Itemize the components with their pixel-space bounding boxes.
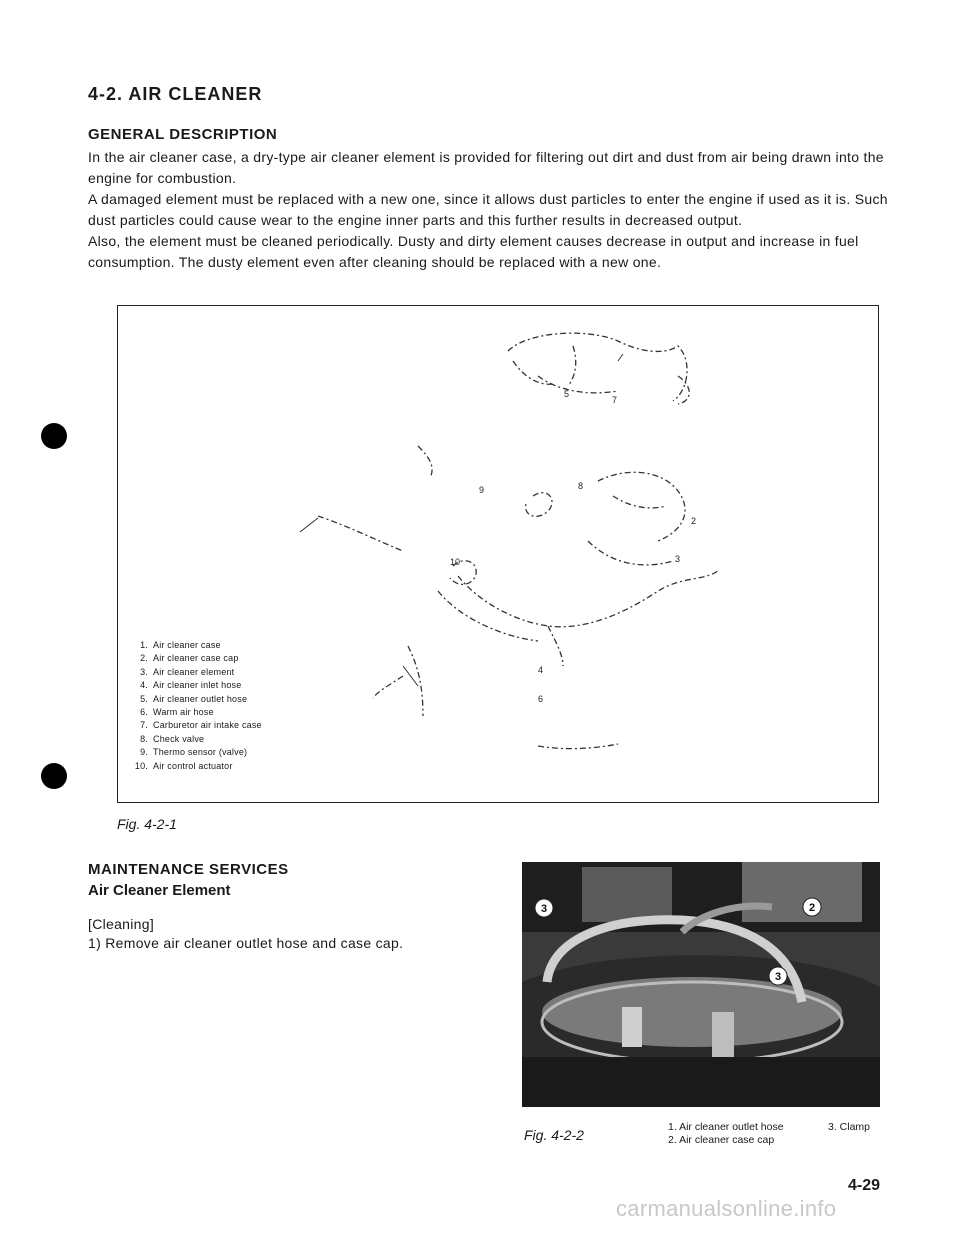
- figure-4-2-1-legend: [128, 639, 262, 773]
- photo-marker-3-right: 3: [774, 971, 782, 983]
- callout-9: 9: [479, 485, 485, 495]
- figure-4-2-2-caption: Fig. 4-2-2: [524, 1127, 584, 1143]
- air-cleaner-element-subheading: Air Cleaner Element: [88, 882, 231, 899]
- binder-hole-top: [41, 423, 67, 449]
- legend-item: 5. Air cleaner outlet hose: [140, 693, 248, 704]
- legend-item: 8. Check valve: [140, 733, 205, 744]
- legend-item: 6. Warm air hose: [140, 707, 214, 718]
- callout-3: 3: [675, 554, 681, 564]
- cleaning-label: [Cleaning]: [88, 916, 155, 932]
- section-title: 4-2. AIR CLEANER: [88, 84, 263, 104]
- step-1-text: 1) Remove air cleaner outlet hose and case cap.: [88, 935, 404, 951]
- callout-2: 2: [691, 516, 697, 526]
- general-description-body: [88, 147, 888, 273]
- legend-item: 1. Air cleaner case: [140, 640, 221, 650]
- figure-4-2-1-caption: Fig. 4-2-1: [117, 816, 177, 832]
- watermark: carmanualsonline.info: [616, 1196, 837, 1221]
- legend-item: 9. Thermo sensor (valve): [140, 747, 248, 758]
- callout-6: 6: [538, 694, 544, 704]
- legend-item: 4. Air cleaner inlet hose: [140, 680, 242, 691]
- general-description-heading: GENERAL DESCRIPTION: [88, 126, 278, 143]
- callout-4: 4: [538, 665, 544, 675]
- paragraph-3: Also, the element must be cleaned periodically. Dusty and dirty element causes decrease in output and increase in fuel consumption. The dusty element even after cleaning should be replaced with a new one.: [88, 233, 859, 270]
- photo-legend-item: 2. Air cleaner case cap: [668, 1134, 775, 1146]
- legend-item: 10. Air control actuator: [134, 760, 233, 771]
- photo-legend-item: 3. Clamp: [828, 1121, 871, 1133]
- paragraph-2: A damaged element must be replaced with a new one, since it allows dust particles to enter the engine if used as it is. Such dust particles could cause wear to the engine inner parts and this further results in decreased output.: [88, 191, 888, 228]
- engine-bay-photo: [522, 862, 880, 1107]
- figure-4-2-2-photo: [522, 862, 880, 1107]
- legend-item: 3. Air cleaner element: [140, 666, 235, 677]
- legend-item: 2. Air cleaner case cap: [140, 653, 239, 664]
- page-number: 4-29: [848, 1177, 881, 1194]
- callout-10: 10: [450, 557, 461, 567]
- maintenance-services-heading: MAINTENANCE SERVICES: [88, 861, 289, 878]
- figure-4-2-2-legend-col1: [668, 1121, 784, 1147]
- binder-hole-bottom: [41, 763, 67, 789]
- photo-legend-item: 1. Air cleaner outlet hose: [668, 1121, 784, 1133]
- callout-8: 8: [578, 481, 584, 491]
- figure-4-2-1-frame: [117, 305, 879, 803]
- paragraph-1: In the air cleaner case, a dry-type air cleaner element is provided for filtering out dirt and dust from air being drawn into the engine for combustion.: [88, 149, 884, 186]
- legend-item: 7. Carburetor air intake case: [140, 720, 262, 731]
- photo-marker-2: 2: [808, 902, 816, 914]
- callout-5: 5: [564, 389, 570, 399]
- callout-7: 7: [612, 395, 618, 405]
- photo-marker-3-left: 3: [540, 903, 548, 915]
